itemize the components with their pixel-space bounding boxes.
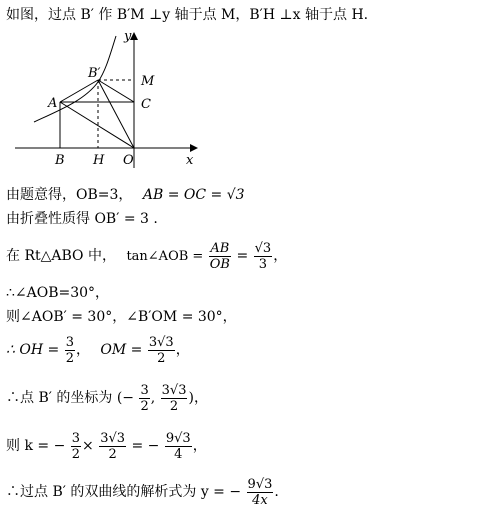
step4-line [6, 284, 109, 302]
step6-om: OM = [100, 342, 143, 358]
step8-den3: 4 [174, 446, 183, 462]
step9-prefix: ∴过点 B′ 的双曲线的解析式为 y = − [6, 484, 242, 500]
step4-text: ∴∠AOB=30°， [6, 285, 110, 301]
step9-fraction [247, 477, 274, 508]
x-axis-arrow [190, 144, 198, 152]
label-x: x [186, 153, 194, 168]
intro-text: 如图，过点 B′ 作 B′M ⊥y 轴于点 M，B′H ⊥x 轴于点 H. [6, 7, 369, 23]
step6-oh: ∴ OH = [6, 342, 60, 358]
step3-tan: tan∠AOB = [126, 249, 204, 264]
step2-text: 由折叠性质得 OB′ = 3 . [6, 211, 158, 227]
step6-om-den: 2 [157, 350, 166, 366]
step9-line: ∴过点 B′ 的双曲线的解析式为 y = − $\frac{9√3}{4x}$ . [6, 476, 279, 508]
label-O: O [123, 153, 134, 168]
step3-frac-den: OB [209, 256, 230, 272]
step3-line: 在 Rt△ABO 中， tan∠AOB = $\frac{AB}{OB}$ = $\frac{√3}{3}$ ， [6, 240, 288, 272]
step8-den1: 2 [71, 446, 81, 462]
label-B-prime: B′ [88, 66, 101, 81]
step2-line [6, 210, 158, 228]
step6-oh-den: 2 [65, 350, 74, 366]
step6-om-fraction [148, 335, 175, 366]
hyperbola-curve [34, 36, 116, 122]
label-A: A [48, 96, 58, 111]
step3-frac-num: AB [210, 240, 230, 256]
step8-num1: 3 [71, 430, 81, 446]
step8-fraction2 [99, 431, 126, 462]
step3-res-den: 3 [258, 256, 268, 272]
step7-fraction1 [139, 383, 149, 414]
label-y: y [124, 30, 132, 44]
segment-AO [60, 102, 134, 148]
step8-num2: 3√3 [100, 430, 126, 446]
step1-text: 由题意得，OB=3， [6, 187, 133, 203]
step1-equation: AB = OC = √3 [142, 187, 245, 203]
step7-fraction2 [161, 383, 188, 414]
step5-text: 则∠AOB′ = 30°，∠B′OM = 30°， [6, 309, 237, 325]
segment-B-prime-O [98, 80, 134, 148]
step6-oh-fraction [65, 335, 75, 366]
step3-result-fraction [254, 241, 273, 272]
label-M: M [141, 74, 155, 89]
label-H: H [93, 153, 105, 168]
step7-num1: 3 [140, 382, 149, 398]
step8-fraction1 [71, 431, 81, 462]
step7-line: ∴点 B′ 的坐标为 (− $\frac{3}{2}$ , $\frac{3√3}{2}$ )， [6, 382, 208, 414]
step9-den: 4x [252, 492, 268, 508]
step8-mid: = − [131, 438, 160, 454]
step6-oh-num: 3 [65, 334, 74, 350]
step3-prefix: 在 Rt△ABO 中， [6, 248, 116, 264]
step6-line: ∴ OH = $\frac{3}{2}$ ， OM = $\frac{3√3}{2}$ ， [6, 334, 190, 366]
step9-num: 9√3 [247, 476, 273, 492]
step7-den2: 2 [169, 398, 179, 414]
step7-prefix: ∴点 B′ 的坐标为 (− [6, 390, 135, 406]
step8-num3: 9√3 [165, 430, 191, 446]
label-B: B [55, 153, 65, 168]
label-C: C [141, 97, 151, 112]
step8-den2: 2 [108, 446, 117, 462]
step1-line [6, 186, 245, 204]
intro-line [6, 6, 368, 24]
step7-num2: 3√3 [161, 382, 187, 398]
step6-om-num: 3√3 [148, 334, 174, 350]
segment-AB-prime [60, 80, 98, 102]
step7-den1: 2 [140, 398, 149, 414]
step8-prefix: 则 k = − [6, 438, 66, 454]
step3-fraction [209, 241, 231, 272]
step3-res-num: √3 [254, 240, 272, 256]
step5-line [6, 308, 237, 326]
step8-line: 则 k = − $\frac{3}{2}$ × $\frac{3√3}{2}$ = − $\frac{9√3}{4}$ ， [6, 430, 207, 462]
geometry-diagram [10, 30, 200, 170]
step8-fraction3 [165, 431, 192, 462]
